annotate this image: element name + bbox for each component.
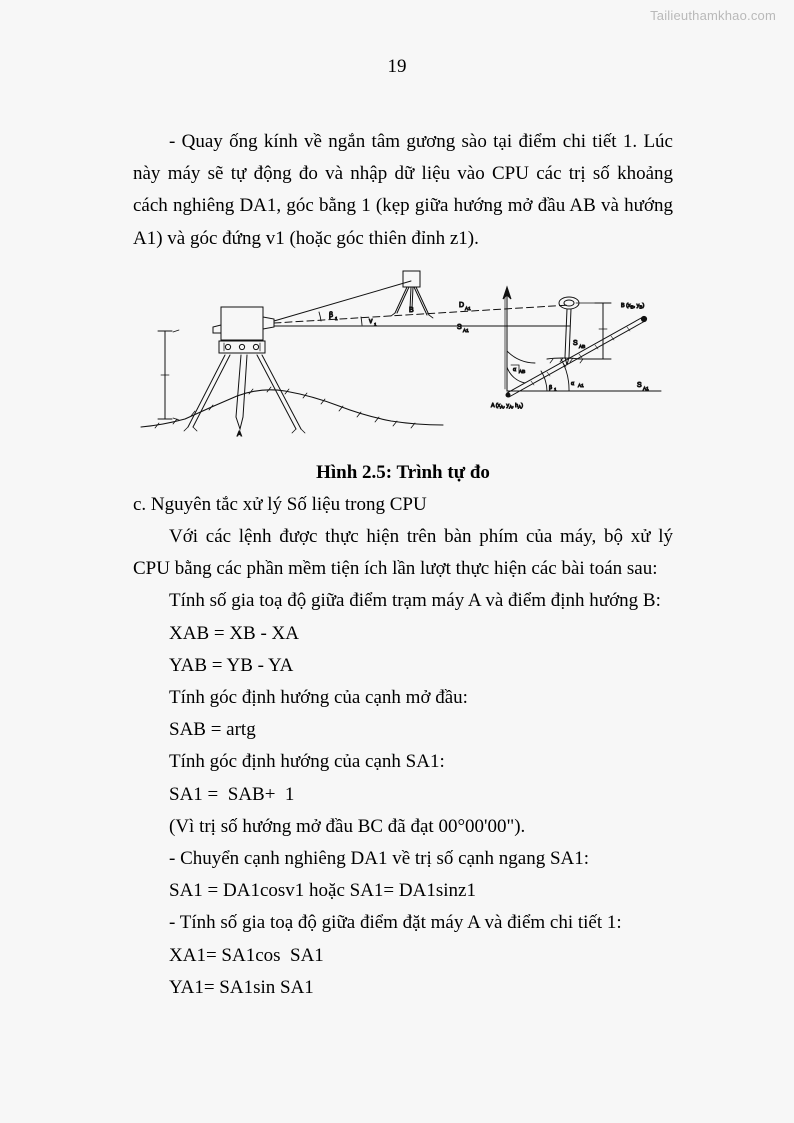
body-line: YAB = YB - YA — [169, 654, 294, 676]
line-A-to-B — [506, 316, 647, 397]
label-bearing-alpha-A1: α — [571, 380, 575, 387]
prism-pole-point-1 — [547, 297, 611, 365]
label-side-S-A1-sub: A1 — [643, 385, 649, 391]
label-side-S-AB: S — [573, 339, 578, 347]
label-plan-angle-beta: β — [549, 384, 553, 391]
figure-hinh-2-5 — [133, 259, 673, 455]
label-point-A-coords: A (xA, yA, hA) — [491, 402, 524, 410]
body-line: YA1= SA1sin SA1 — [169, 976, 314, 998]
page-number: 19 — [387, 56, 407, 77]
label-bearing-alpha-AB: α — [513, 366, 517, 373]
label-slope-distance-D: D — [459, 301, 465, 309]
label-horizontal-distance-S: S — [457, 323, 462, 331]
body-line: XA1= SA1cos SA1 — [169, 944, 324, 966]
paragraph-intro: - Quay ống kính về ngắn tâm gương sào tại điểm chi tiết 1. Lúc này máy sẽ tự động đo và nhập dữ liệu vào CPU các trị số khoảng cách nghiêng DA1, góc bằng 1 (kẹp giữa hướng mở đầu AB và hướng A1) và góc đứng v1 (hoặc góc thiên đỉnh z1). — [133, 131, 673, 249]
label-horizontal-angle-beta-sub: 1 — [335, 315, 338, 321]
label-station-point-A: A — [237, 430, 242, 438]
label-side-S-AB-sub: AB — [579, 343, 586, 349]
label-vertical-angle-v: v — [369, 317, 373, 325]
watermark: Tailieuthamkhao.com — [650, 8, 776, 23]
body-line: Tính góc định hướng của cạnh SA1: — [169, 751, 445, 773]
body-line: - Chuyển cạnh nghiêng DA1 về trị số cạnh ngang SA1: — [169, 848, 590, 870]
figure-caption: Hình 2.5: Trình tự đo — [316, 461, 490, 483]
label-side-S-A1: S — [637, 381, 642, 389]
label-horizontal-distance-S-sub: A1 — [463, 327, 469, 333]
label-bearing-alpha-AB-sub: AB — [519, 368, 526, 374]
page-content — [133, 126, 673, 1004]
sightline-to-backsight-B — [274, 281, 411, 321]
heading-section-c: c. Nguyên tắc xử lý Số liệu trong CPU — [133, 493, 427, 515]
label-horizontal-angle-beta: β — [329, 311, 334, 319]
tripod-legs — [184, 355, 305, 433]
body-line: SA1 = SAB+ 1 — [169, 783, 295, 805]
label-point-B-coords: B (xB, yB) — [621, 302, 645, 310]
north-axis — [503, 287, 511, 391]
plan-angle-arcs — [507, 351, 569, 391]
label-backsight-point-B: B — [409, 306, 414, 314]
label-plan-angle-beta-sub: 1 — [554, 386, 557, 392]
paragraph-cpu-processing: Với các lệnh được thực hiện trên bàn phím của máy, bộ xử lý CPU bằng các phần mềm tiện ích lần lượt thực hiện các bài toán sau: — [133, 526, 673, 580]
body-line: (Vì trị số hướng mở đầu BC đã đạt 00°00'00"). — [169, 815, 526, 837]
label-vertical-angle-v-sub: 1 — [374, 321, 377, 327]
total-station-instrument — [213, 307, 274, 353]
label-slope-distance-D-sub: A1 — [465, 305, 471, 311]
body-line: SAB = artg — [169, 719, 256, 741]
label-bearing-alpha-A1-sub: A1 — [578, 382, 584, 388]
body-line: XAB = XB - XA — [169, 622, 299, 644]
instrument-height-dimension — [158, 330, 179, 420]
body-line: Tính góc định hướng của cạnh mở đầu: — [169, 687, 468, 709]
body-line: - Tính số gia toạ độ giữa điểm đặt máy A và điểm chi tiết 1: — [169, 912, 622, 934]
right-plan-diagram — [491, 287, 661, 409]
body-line: Tính số gia toạ độ giữa điểm trạm máy A và điểm định hướng B: — [169, 590, 661, 612]
body-line: SA1 = DA1cosv1 hoặc SA1= DA1sinz1 — [169, 880, 476, 902]
left-field-diagram — [141, 271, 611, 438]
